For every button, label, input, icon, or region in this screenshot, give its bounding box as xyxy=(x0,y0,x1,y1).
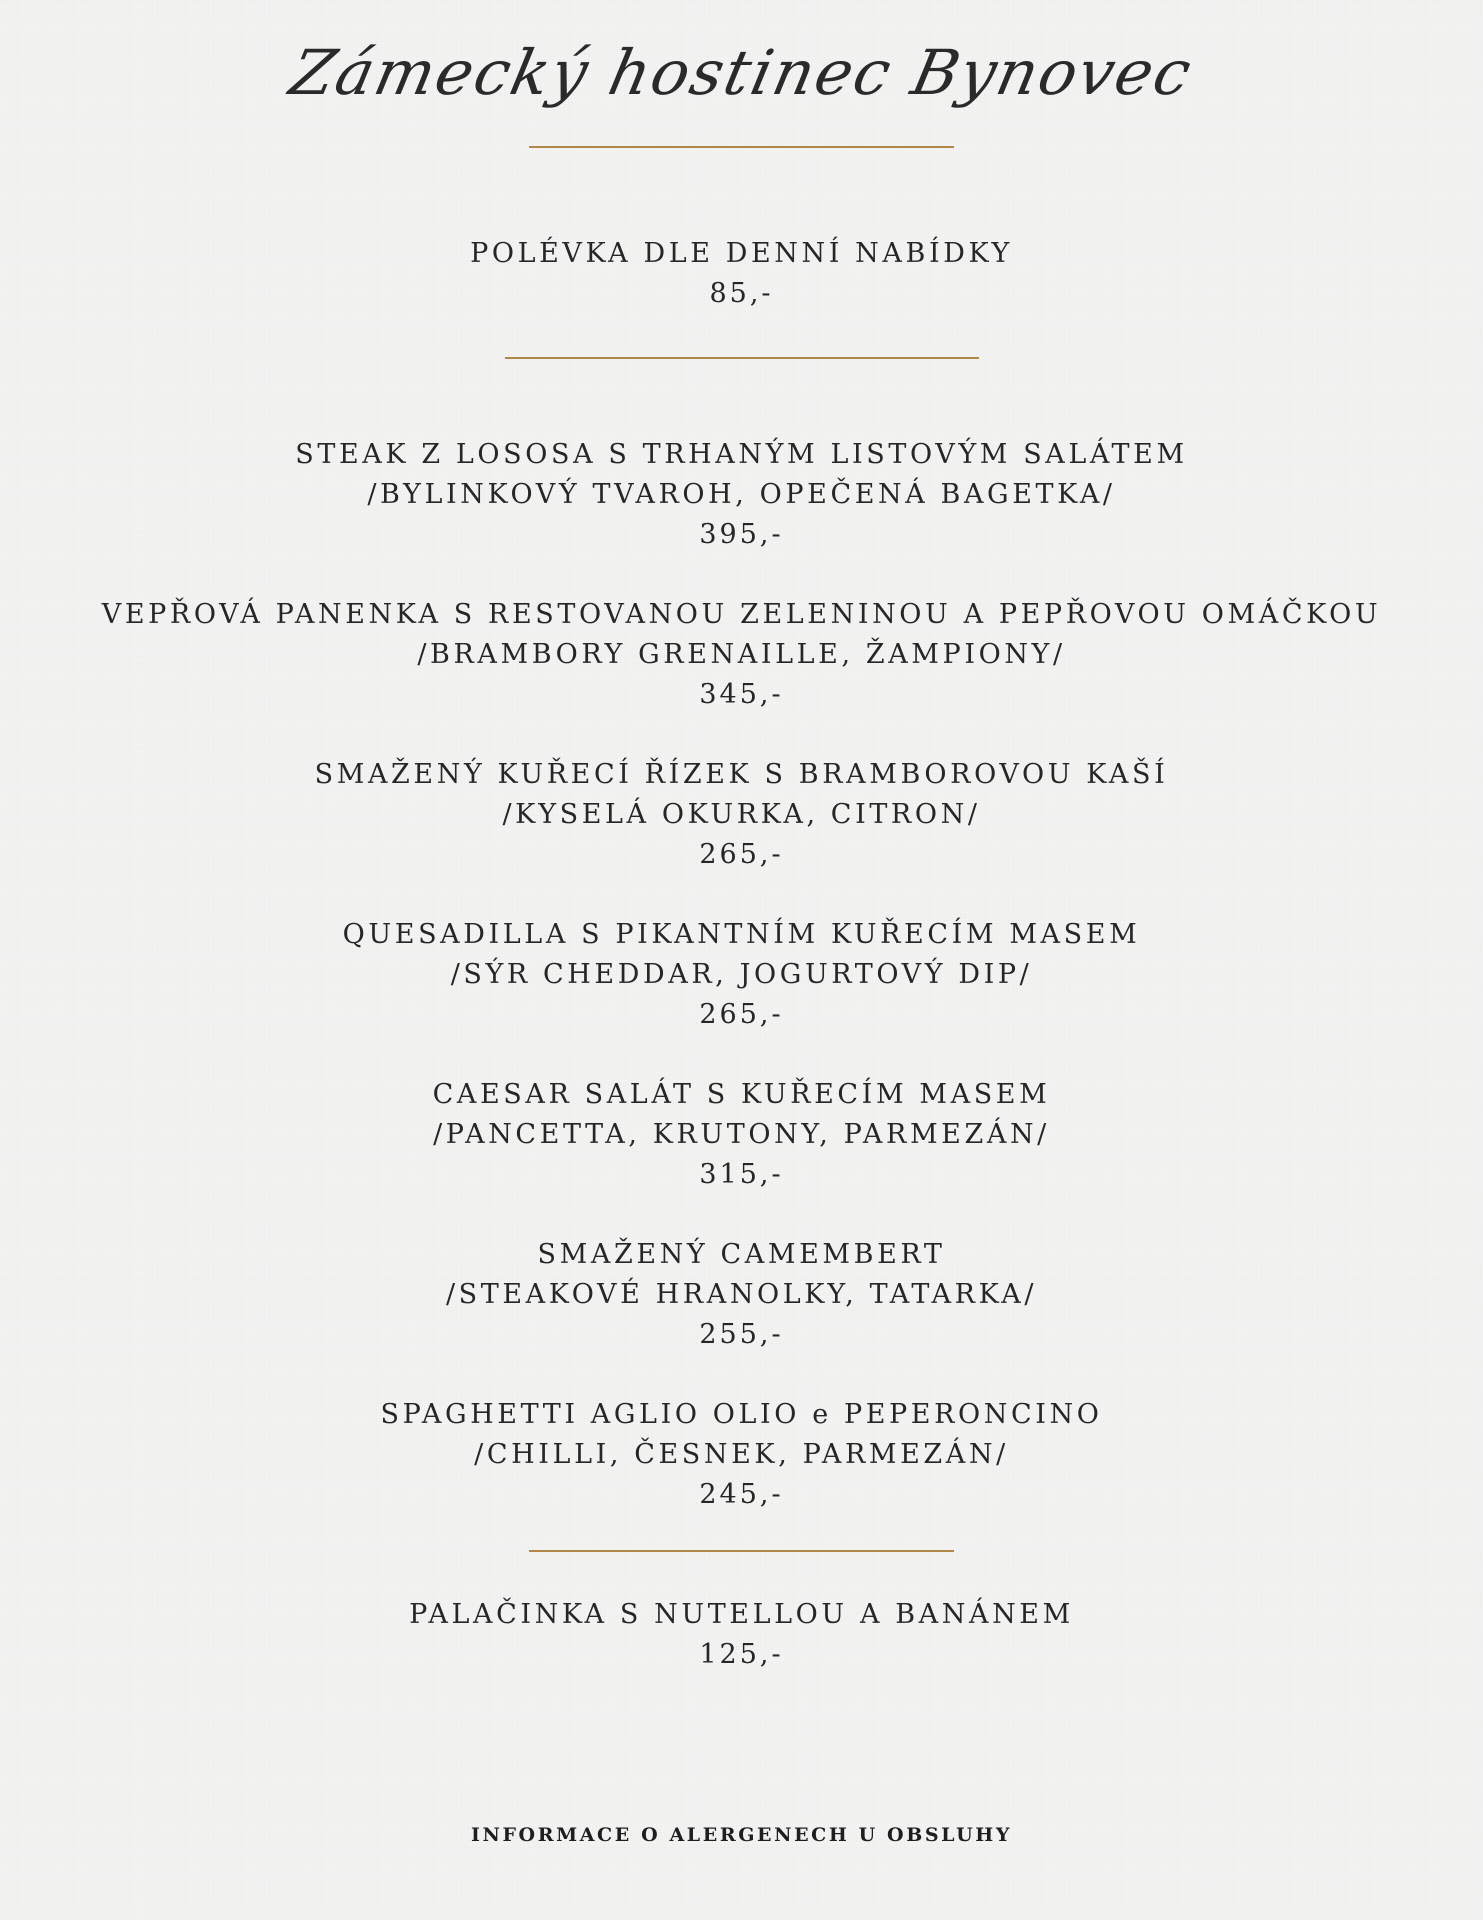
allergen-info-note: INFORMACE O ALERGENECH U OBSLUHY xyxy=(471,1824,1012,1846)
main-item-price: 395,- xyxy=(699,519,784,550)
main-item-price: 265,- xyxy=(699,839,784,870)
main-item-name: SMAŽENÝ CAMEMBERT xyxy=(537,1239,946,1270)
main-item-price: 255,- xyxy=(699,1319,784,1350)
main-item-price: 345,- xyxy=(699,679,784,710)
main-item-name: STEAK Z LOSOSA S TRHANÝM LISTOVÝM SALÁTEM xyxy=(295,439,1188,470)
main-item-price: 245,- xyxy=(699,1479,784,1510)
main-item-side: /CHILLI, ČESNEK, PARMEZÁN/ xyxy=(474,1439,1009,1470)
main-item-side: /PANCETTA, KRUTONY, PARMEZÁN/ xyxy=(433,1119,1050,1150)
main-item-name: SMAŽENÝ KUŘECÍ ŘÍZEK S BRAMBOROVOU KAŠÍ xyxy=(314,759,1169,790)
soup-divider xyxy=(505,357,979,359)
main-item-name: QUESADILLA S PIKANTNÍM KUŘECÍM MASEM xyxy=(342,919,1141,950)
main-item xyxy=(0,595,1483,715)
dessert-item xyxy=(0,1595,1483,1675)
soup-name: POLÉVKA DLE DENNÍ NABÍDKY xyxy=(470,238,1013,269)
main-item xyxy=(0,1235,1483,1355)
main-item xyxy=(0,435,1483,555)
main-item-side: /STEAKOVÉ HRANOLKY, TATARKA/ xyxy=(445,1279,1038,1310)
main-item-price: 315,- xyxy=(699,1159,784,1190)
main-item xyxy=(0,1075,1483,1195)
main-item-side: /KYSELÁ OKURKA, CITRON/ xyxy=(502,799,981,830)
dessert-name: PALAČINKA S NUTELLOU A BANÁNEM xyxy=(409,1599,1074,1630)
main-item-name: CAESAR SALÁT S KUŘECÍM MASEM xyxy=(432,1079,1051,1110)
main-item-side: /SÝR CHEDDAR, JOGURTOVÝ DIP/ xyxy=(450,959,1033,990)
main-item-side: /BYLINKOVÝ TVAROH, OPEČENÁ BAGETKA/ xyxy=(367,479,1116,510)
dessert-price: 125,- xyxy=(699,1639,784,1670)
soup-price: 85,- xyxy=(709,278,774,309)
main-item xyxy=(0,755,1483,875)
main-item-name: VEPŘOVÁ PANENKA S RESTOVANOU ZELENINOU A PEPŘOVOU OMÁČKOU xyxy=(101,599,1382,630)
main-item-name: SPAGHETTI AGLIO OLIO e PEPERONCINO xyxy=(380,1399,1103,1430)
soup-item xyxy=(0,234,1483,314)
mains-divider xyxy=(529,1550,954,1552)
restaurant-title: Zámecký hostinec Bynovec xyxy=(283,36,1200,109)
main-item-price: 265,- xyxy=(699,999,784,1030)
main-item xyxy=(0,1395,1483,1515)
main-item-side: /BRAMBORY GRENAILLE, ŽAMPIONY/ xyxy=(417,639,1066,670)
main-item xyxy=(0,915,1483,1035)
title-divider xyxy=(529,146,954,148)
